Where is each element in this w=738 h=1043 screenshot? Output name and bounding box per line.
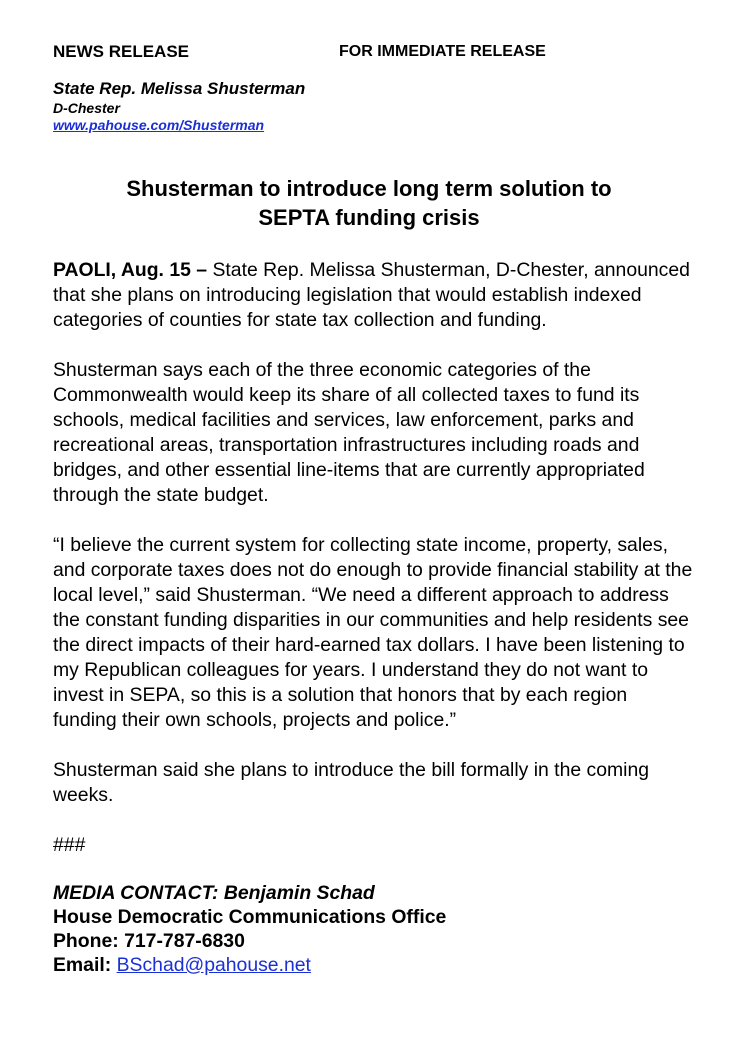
media-contact-block xyxy=(53,881,703,977)
release-header xyxy=(53,40,703,64)
author-party: D-Chester xyxy=(53,100,120,116)
release-body xyxy=(53,258,693,858)
immediate-release-label: FOR IMMEDIATE RELEASE xyxy=(339,43,546,60)
paragraph-3-quote: “I believe the current system for collecting state income, property, sales, and corporate taxes does not do enough to provide financial stability at the local level,” said Shusterman. “We need a different approach to address the constant funding disparities in our communities and help residents see the direct impacts of their hard-earned tax dollars. I have been listening to my Republican colleagues for years. I understand they do not want to invest in SEPA, so this is a solution that honors that by each region funding their own schools, projects and police.” xyxy=(53,534,693,731)
paragraph-4: Shusterman said she plans to introduce the bill formally in the coming weeks. xyxy=(53,759,650,806)
lead-paragraph xyxy=(53,258,693,333)
lead-text: State Rep. Melissa Shusterman, D-Chester, announced that she plans on introducing legislation that would establish indexed categories of counties for state tax collection and funding. xyxy=(53,259,690,331)
dateline: PAOLI, Aug. 15 – xyxy=(53,259,208,281)
contact-phone: Phone: 717-787-6830 xyxy=(53,930,245,952)
email-label: Email: xyxy=(53,954,117,976)
contact-email-row xyxy=(53,953,703,977)
press-release-page xyxy=(53,40,703,977)
headline-line-2: SEPTA funding crisis xyxy=(258,205,480,230)
contact-office: House Democratic Communications Office xyxy=(53,906,447,928)
paragraph-2: Shusterman says each of the three economic categories of the Commonwealth would keep its share of all collected taxes to fund its schools, medical facilities and services, law enforcement, parks and recreational areas, transportation infrastructures including roads and bridges, and other essential line-items that are currently appropriated through the state budget. xyxy=(53,359,645,506)
email-link[interactable]: BSchad@pahouse.net xyxy=(116,954,311,976)
end-marker: ### xyxy=(53,834,86,856)
media-contact-name: MEDIA CONTACT: Benjamin Schad xyxy=(53,882,375,904)
author-name: State Rep. Melissa Shusterman xyxy=(53,79,306,98)
headline-line-1: Shusterman to introduce long term solution to xyxy=(126,176,612,201)
headline xyxy=(53,174,685,232)
news-release-label: NEWS RELEASE xyxy=(53,42,190,61)
author-website-link[interactable]: www.pahouse.com/Shusterman xyxy=(53,117,265,133)
author-block xyxy=(53,78,703,134)
